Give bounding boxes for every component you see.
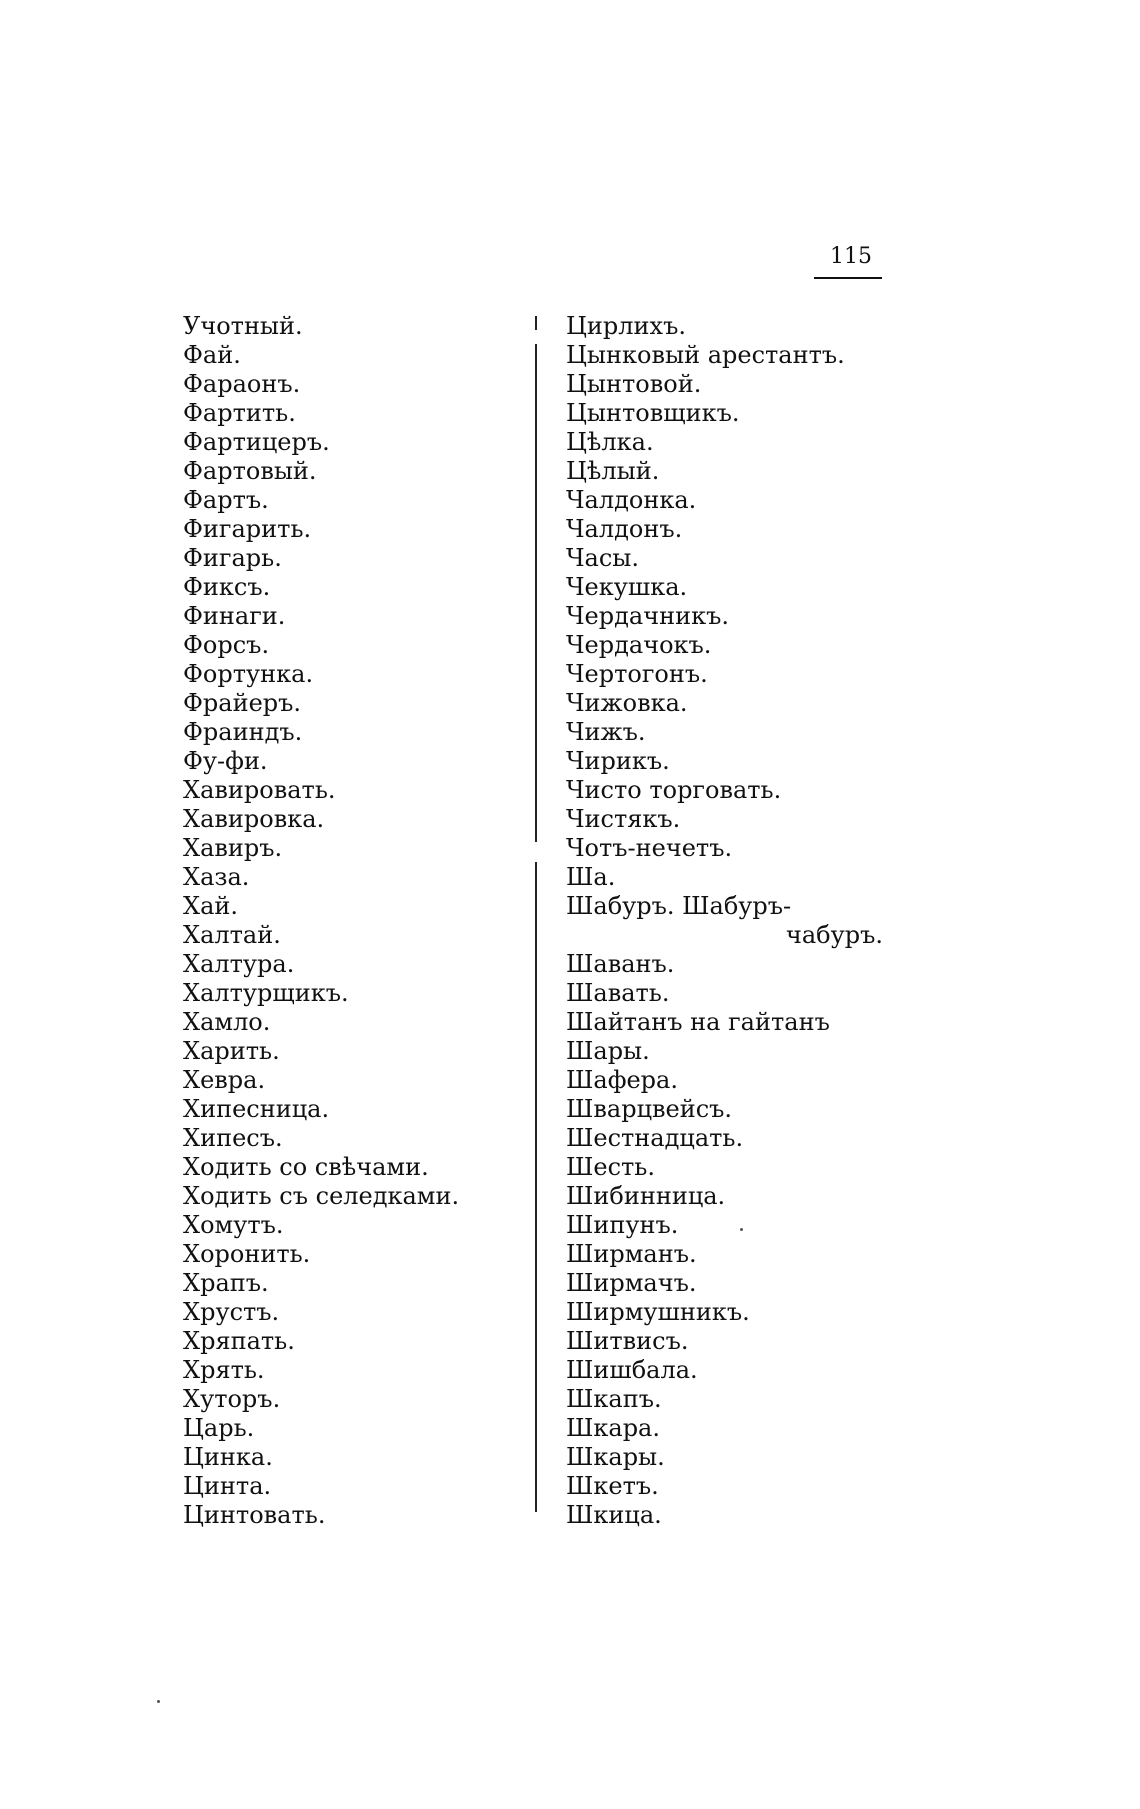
dictionary-entry: Хай. [183,892,239,920]
dictionary-entry: Хипесъ. [183,1124,283,1152]
dictionary-entry: Шибинница. [566,1182,726,1210]
dictionary-entry: Чердачокъ. [566,631,712,659]
dictionary-entry: Храпъ. [183,1269,269,1297]
dictionary-entry: Шкапъ. [566,1385,662,1413]
dictionary-entry: Цынтовщикъ. [566,399,740,427]
dictionary-entry: Чижъ. [566,718,646,746]
dictionary-entry: Шаванъ. [566,950,675,978]
dictionary-entry: Чирикъ. [566,747,670,775]
dictionary-entry: Ша. [566,863,616,891]
dictionary-entry: Чекушка. [566,573,688,601]
dictionary-entry: Шайтанъ на гайтанъ [566,1008,830,1036]
dictionary-entry: Шитвисъ. [566,1327,689,1355]
dictionary-entry: Хоронить. [183,1240,311,1268]
dictionary-entry-continuation: чабуръ. [786,921,884,949]
dictionary-entry: Финаги. [183,602,286,630]
dictionary-entry: Фу-фи. [183,747,268,775]
dictionary-entry: Харить. [183,1037,280,1065]
dictionary-entry: Халтай. [183,921,281,949]
dictionary-entry: Фигарь. [183,544,282,572]
dictionary-entry: Хряпать. [183,1327,295,1355]
dictionary-entry: Фортунка. [183,660,314,688]
dictionary-entry: Шавать. [566,979,670,1007]
dictionary-entry: Фиксъ. [183,573,271,601]
dictionary-entry: Чердачникъ. [566,602,729,630]
dictionary-entry: Фараонъ. [183,370,301,398]
dictionary-entry: Фартицеръ. [183,428,330,456]
dictionary-entry: Хавиръ. [183,834,283,862]
dictionary-entry: Чижовка. [566,689,688,717]
dictionary-entry: Хрустъ. [183,1298,280,1326]
column-divider [535,316,537,1512]
dictionary-entry: Чотъ-нечетъ. [566,834,733,862]
dictionary-entry: Чалдонъ. [566,515,683,543]
dictionary-entry: Шишбала. [566,1356,698,1384]
dictionary-entry: Фартовый. [183,457,317,485]
dictionary-entry: Фартъ. [183,486,269,514]
dictionary-entry: Цѣлый. [566,457,660,485]
dictionary-entry: Шары. [566,1037,650,1065]
dictionary-entry: Ходить съ селедками. [183,1182,460,1210]
dictionary-entry: Шесть. [566,1153,656,1181]
dictionary-entry: Цынтовой. [566,370,702,398]
dictionary-entry: Хамло. [183,1008,271,1036]
dictionary-entry: Хавировка. [183,805,325,833]
dictionary-entry: Цинка. [183,1443,273,1471]
page-number: 115 [830,244,872,269]
dictionary-entry: Хуторъ. [183,1385,281,1413]
dictionary-entry: Цирлихъ. [566,312,686,340]
dictionary-entry: Учотный. [183,312,303,340]
dictionary-entry: Часы. [566,544,640,572]
dictionary-entry: Шабуръ. Шабуръ- [566,892,792,920]
dictionary-entry: Чистякъ. [566,805,681,833]
dictionary-entry: Ширмушникъ. [566,1298,750,1326]
dictionary-entry: Шипунъ. [566,1211,679,1239]
dictionary-entry: Ходить со свѣчами. [183,1153,429,1181]
column-divider-gap [533,330,539,344]
dictionary-entry: Фартить. [183,399,296,427]
dictionary-entry: Цинта. [183,1472,272,1500]
dictionary-entry: Ширманъ. [566,1240,697,1268]
dictionary-entry: Цинтовать. [183,1501,326,1529]
dictionary-entry: Шкетъ. [566,1472,659,1500]
dictionary-entry: Хрять. [183,1356,265,1384]
dictionary-entry: Цѣлка. [566,428,654,456]
dictionary-entry: Чисто торговать. [566,776,782,804]
dictionary-entry: Форсъ. [183,631,270,659]
dictionary-entry: Хаза. [183,863,250,891]
dictionary-entry: Царь. [183,1414,255,1442]
dictionary-entry: Цынковый арестантъ. [566,341,845,369]
dictionary-entry: Чертогонъ. [566,660,708,688]
dictionary-entry: Фигарить. [183,515,312,543]
dictionary-entry: Шварцвейсъ. [566,1095,733,1123]
dictionary-entry: Чалдонка. [566,486,697,514]
dictionary-entry: Шафера. [566,1066,678,1094]
dictionary-entry: Шкица. [566,1501,662,1529]
dictionary-entry: Фрайеръ. [183,689,302,717]
dictionary-entry: Фай. [183,341,241,369]
dictionary-entry: Хавировать. [183,776,336,804]
dictionary-entry: Шкара. [566,1414,660,1442]
dictionary-entry: Хомутъ. [183,1211,284,1239]
dictionary-entry: Халтура. [183,950,295,978]
dictionary-entry: Хевра. [183,1066,266,1094]
dictionary-entry: Шкары. [566,1443,665,1471]
left-word-column [183,312,459,1530]
page-speck [157,1700,160,1703]
dictionary-entry: Фраиндъ. [183,718,303,746]
right-word-column [566,312,883,1530]
dictionary-entry: Халтурщикъ. [183,979,349,1007]
dictionary-entry: Ширмачъ. [566,1269,697,1297]
page-speck [740,1228,743,1231]
dictionary-entry: Хипесница. [183,1095,330,1123]
column-divider-gap [533,842,539,862]
page-number-rule [814,277,882,279]
dictionary-entry: Шестнадцать. [566,1124,744,1152]
